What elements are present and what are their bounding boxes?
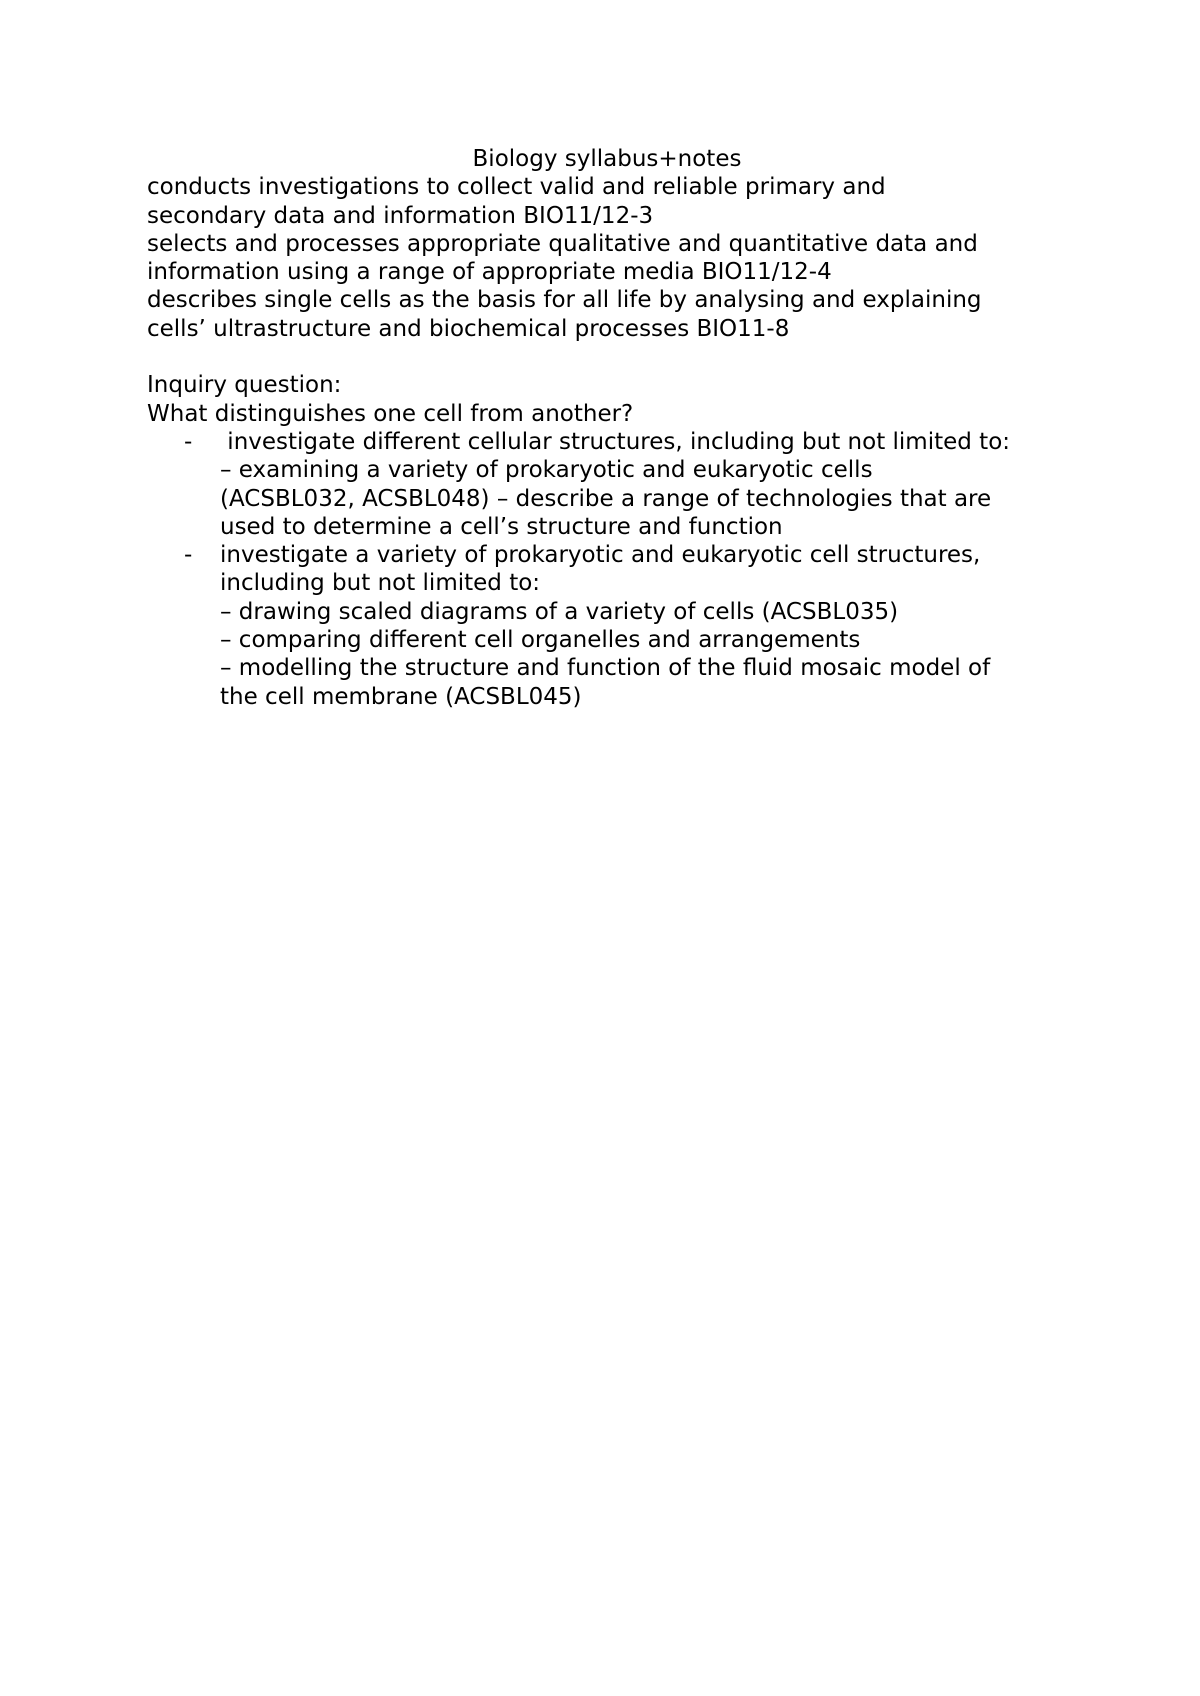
bullet-line: the cell membrane (ACSBL045) (220, 683, 582, 710)
outcome-line: cells’ ultrastructure and biochemical processes BIO11-8 (147, 315, 790, 342)
inquiry-question: What distinguishes one cell from another? (147, 400, 634, 427)
outcome-line: selects and processes appropriate qualitative and quantitative data and (147, 230, 978, 257)
document-title: Biology syllabus+notes (472, 146, 742, 172)
blank-line (147, 343, 1087, 371)
bullet-line: investigate different cellular structures, including but not limited to: (220, 428, 1011, 455)
bullet-line: used to determine a cell’s structure and function (220, 513, 783, 540)
outcome-line: secondary data and information BIO11/12-3 (147, 202, 654, 229)
bullet-item (147, 428, 1087, 541)
outcome-line: describes single cells as the basis for all life by analysing and explaining (147, 287, 982, 314)
outcome-line: information using a range of appropriate media BIO11/12-4 (147, 259, 832, 286)
bullet-line: – examining a variety of prokaryotic and eukaryotic cells (220, 457, 873, 484)
bullet-line: investigate a variety of prokaryotic and eukaryotic cell structures, (220, 542, 981, 569)
bullet-line: including but not limited to: (220, 570, 541, 597)
inquiry-label: Inquiry question: (147, 372, 342, 399)
bullet-line: – drawing scaled diagrams of a variety of cells (ACSBL035) (220, 598, 899, 625)
bullet-line: (ACSBL032, ACSBL048) – describe a range of technologies that are (220, 485, 992, 512)
bullet-dash: - (184, 428, 193, 455)
bullet-item (147, 541, 1087, 711)
outcome-line: conducts investigations to collect valid and reliable primary and (147, 174, 886, 201)
bullet-dash: - (184, 542, 193, 569)
bullet-line: – comparing different cell organelles and arrangements (220, 627, 861, 654)
document-body (147, 145, 1087, 711)
bullet-line: – modelling the structure and function of the fluid mosaic model of (220, 655, 991, 682)
